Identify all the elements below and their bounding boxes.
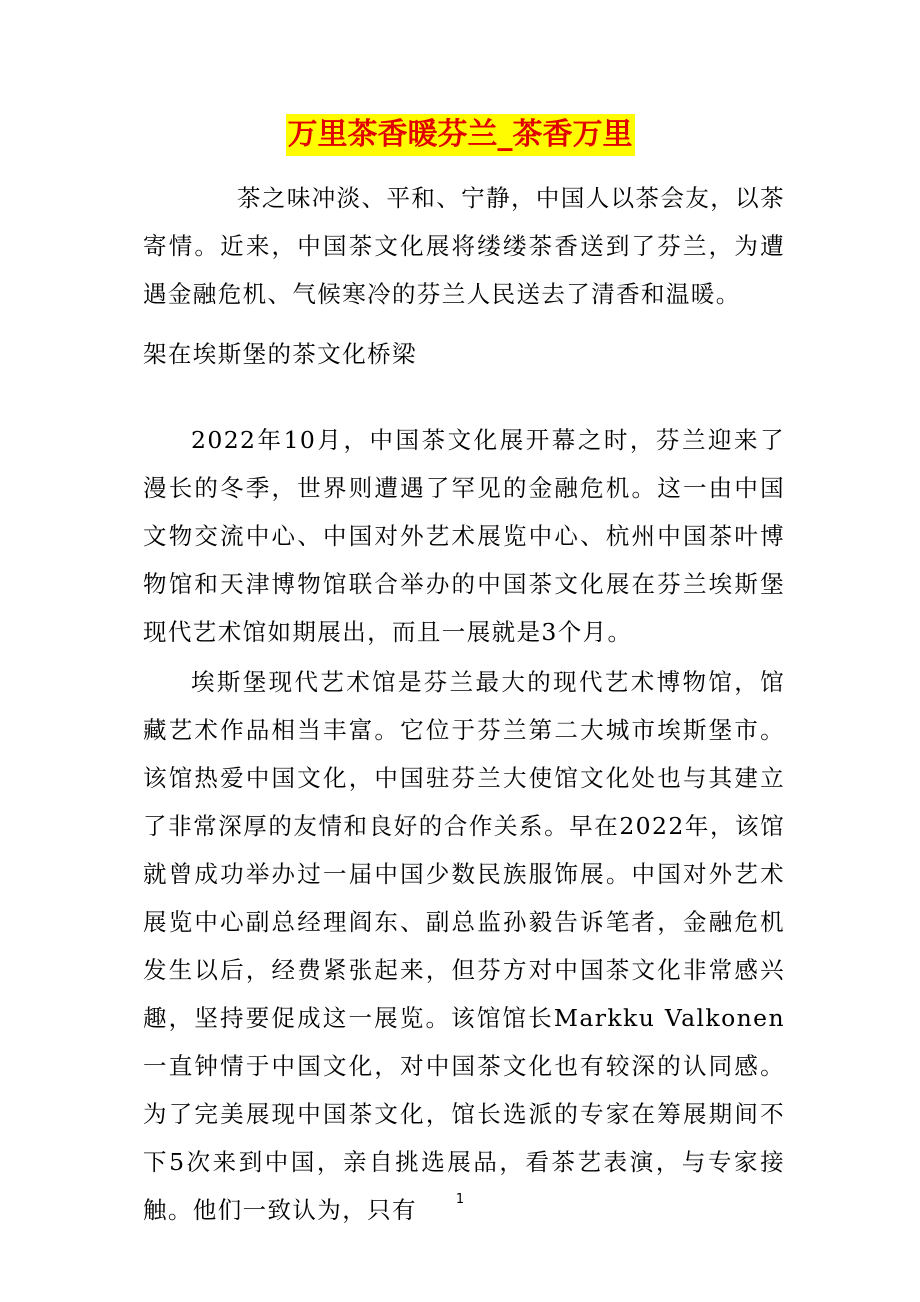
paragraph-exhibition: 2022年10月，中国茶文化展开幕之时，芬兰迎来了漫长的冬季，世界则遭遇了罕见的金融危机。这一由中国文物交流中心、中国对外艺术展览中心、杭州中国茶叶博物馆和天津博物馆联合举办的中国茶文化展在芬兰埃斯堡现代艺术馆如期展出，而且一展就是3个月。 bbox=[143, 426, 785, 646]
document-title: 万里茶香暖芬兰_茶香万里 bbox=[286, 114, 635, 156]
title-container bbox=[0, 114, 920, 156]
paragraph-museum: 埃斯堡现代艺术馆是芬兰最大的现代艺术博物馆，馆藏艺术作品相当丰富。它位于芬兰第二大城市埃斯堡市。该馆热爱中国文化，中国驻芬兰大使馆文化处也与其建立了非常深厚的友情和良好的合作关系。早在2022年，该馆就曾成功举办过一届中国少数民族服饰展。中国对外艺术展览中心副总经理阎东、副总监孙毅告诉笔者，金融危机发生以后，经费紧张起来，但芬方对中国茶文化非常感兴趣，坚持要促成这一展览。该馆馆长Markku Valkonen一直钟情于中国文化，对中国茶文化也有较深的认同感。为了完美展现中国茶文化，馆长选派的专家在筹展期间不下5次来到中国，亲自挑选展品，看茶艺表演，与专家接触。他们一致认为，只有 bbox=[143, 668, 785, 1224]
paragraph-intro: 茶之味冲淡、平和、宁静，中国人以茶会友，以茶寄情。近来，中国茶文化展将缕缕茶香送到了芬兰，为遭遇金融危机、气候寒冷的芬兰人民送去了清香和温暖。 bbox=[143, 184, 785, 308]
page-number: 1 bbox=[455, 1192, 465, 1207]
section-heading: 架在埃斯堡的茶文化桥梁 bbox=[143, 340, 417, 368]
